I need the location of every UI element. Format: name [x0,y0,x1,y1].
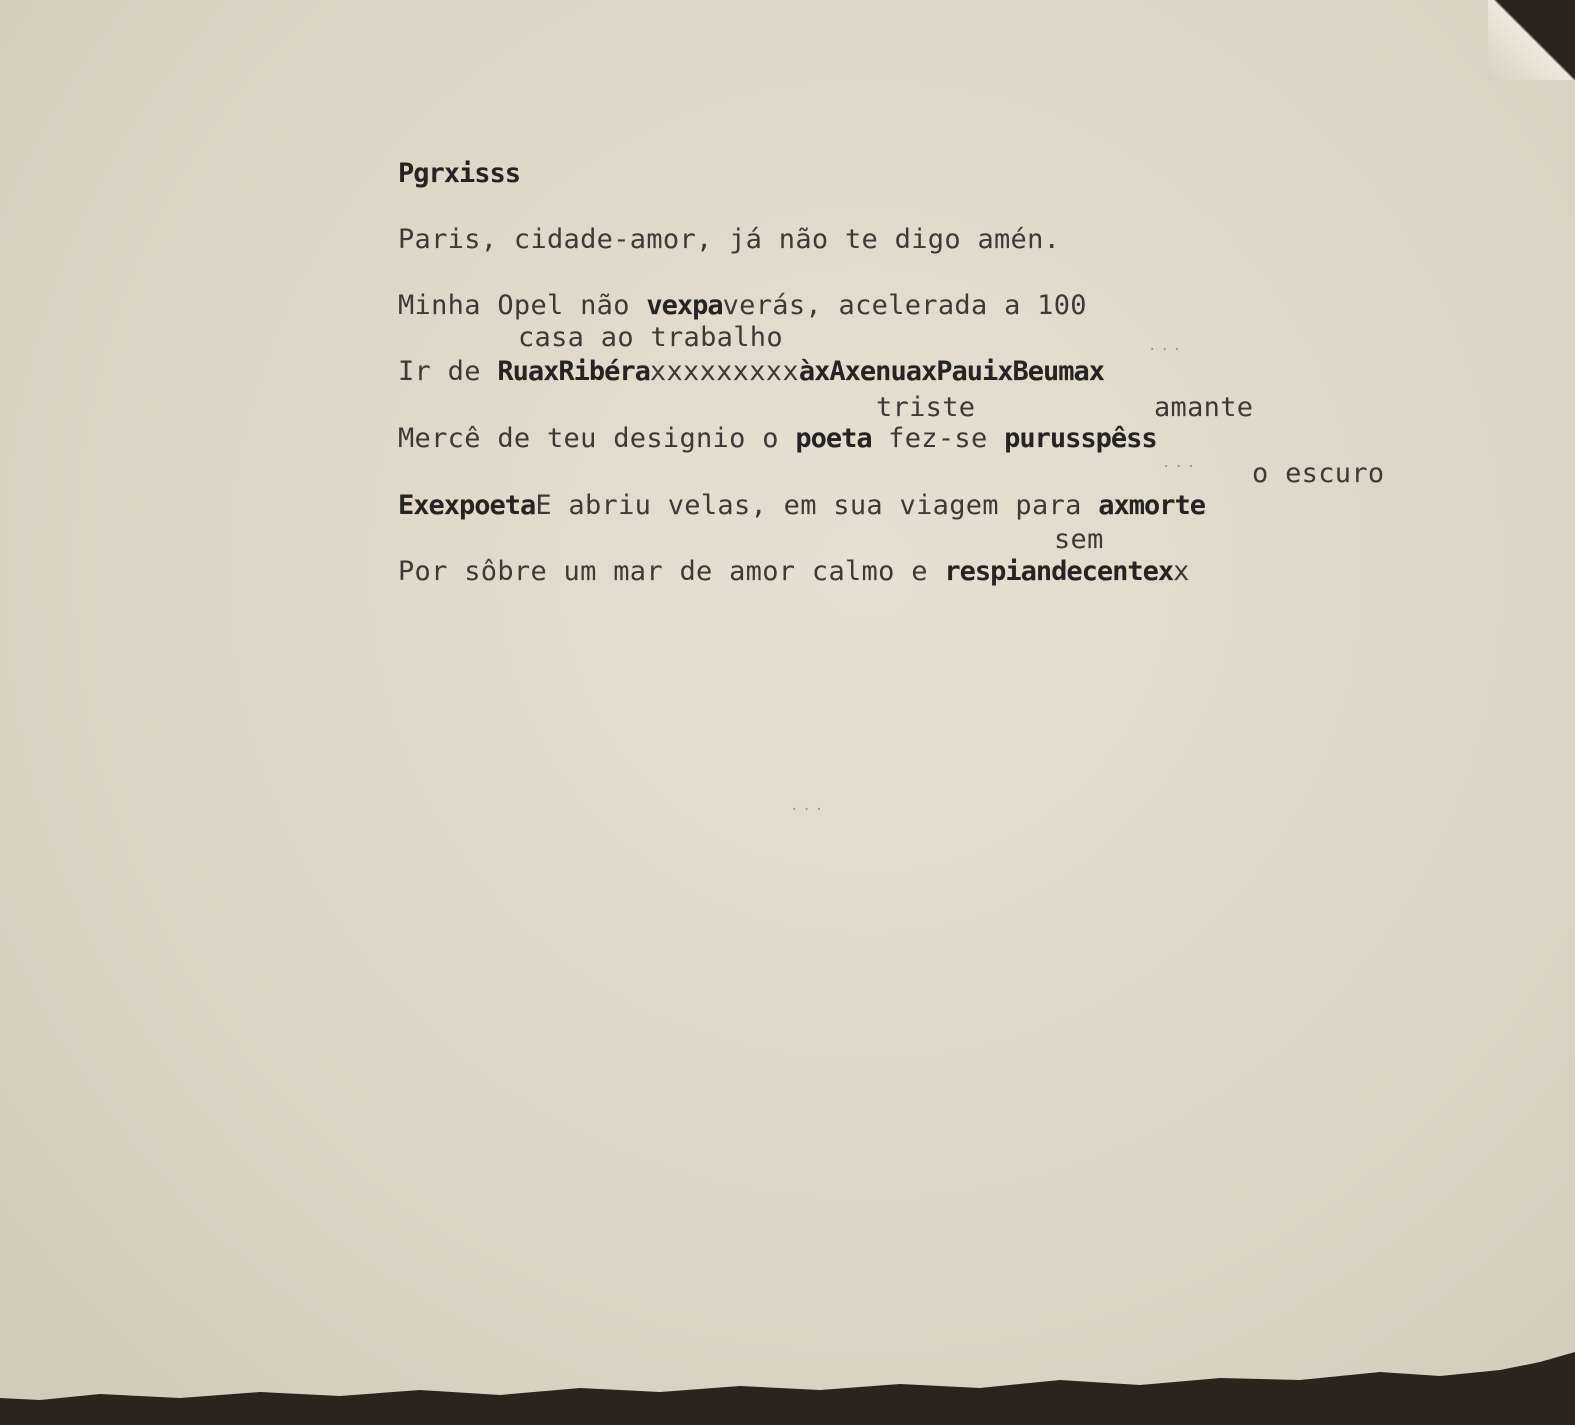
struck-title: Pgrxisss [398,158,521,189]
insertion-2a: triste [876,392,976,423]
pencil-dots: ... [790,798,828,814]
verse-line-3: Ir de RuaxRibéraxxxxxxxxxàxAxenuaxPauixBeumax [398,356,1105,387]
insertion-2b: amante [1154,392,1254,423]
insertion-1: casa ao trabalho [518,322,783,353]
verse-line-2: Minha Opel não vexpaverás, acelerada a 100 [398,290,1087,321]
verse-line-5: ExexpoetaE abriu velas, em sua viagem para axmorte [398,490,1205,521]
folded-corner [1488,0,1575,80]
verse-line-4: Mercê de teu designio o poeta fez-se purusspêss [398,423,1157,454]
insertion-4: sem [1054,524,1104,555]
insertion-3: o escuro [1252,458,1385,489]
pencil-dots: ... [1148,338,1186,354]
verse-line-6: Por sôbre um mar de amor calmo e respiandecentexx [398,556,1190,587]
verse-line-1: Paris, cidade-amor, já não te digo amén. [398,224,1061,255]
pencil-dots: ... [1162,455,1200,471]
